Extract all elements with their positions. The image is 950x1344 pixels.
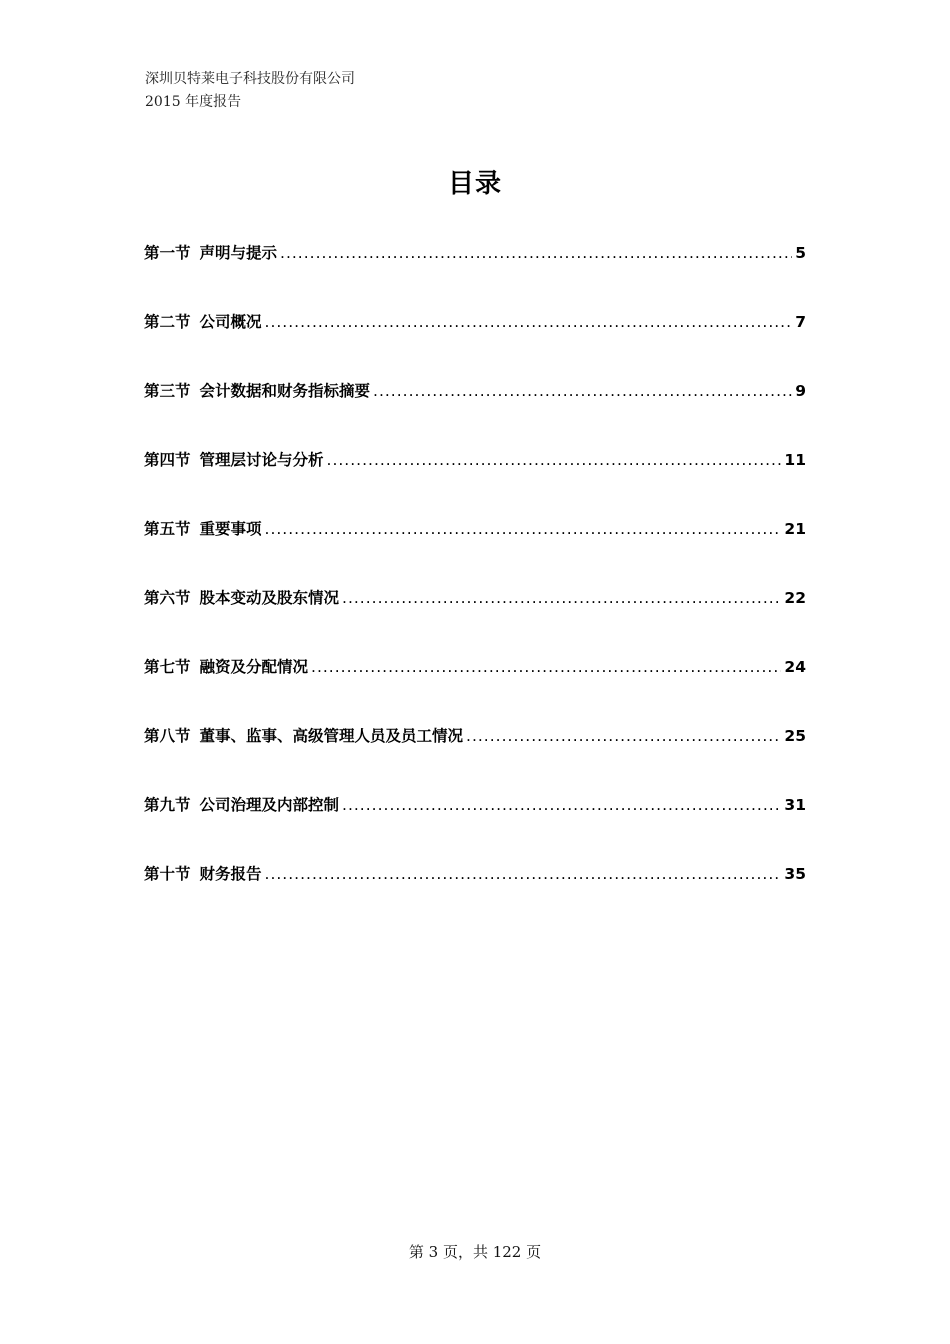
toc-dot-leader [265,861,782,887]
toc-page-number: 35 [784,865,806,883]
toc-section-number: 第五节 [144,520,191,538]
toc-entry[interactable] [144,240,806,309]
toc-dot-leader [373,378,792,404]
toc-entry[interactable] [144,723,806,792]
toc-dot-leader [265,516,782,542]
report-title: 2015 年度报告 [145,94,242,110]
toc-page-number: 21 [784,520,806,538]
toc-dot-leader [466,723,781,749]
toc-section-title: 公司概况 [199,313,262,331]
toc-page-number: 24 [784,658,806,676]
toc-section-number: 第六节 [144,589,191,607]
toc-heading: 目录 [447,169,502,199]
toc-page-number: 11 [784,451,806,469]
toc-section-number: 第四节 [144,451,191,469]
toc-section-title: 股本变动及股东情况 [199,589,340,607]
toc-section-title: 管理层讨论与分析 [199,451,324,469]
toc-dot-leader [342,585,781,611]
toc-entry[interactable] [144,792,806,861]
toc-page-number: 31 [784,796,806,814]
toc-entry[interactable] [144,861,806,930]
toc-section-number: 第十节 [144,865,191,883]
toc-dot-leader [342,792,781,818]
page-footer: 第 3 页，共 122 页 [408,1243,542,1261]
toc-page-number: 25 [784,727,806,745]
toc-section-title: 重要事项 [199,520,262,538]
page-header [145,68,355,114]
toc-page-number: 9 [795,382,806,400]
toc-page-number: 22 [784,589,806,607]
toc-section-title: 融资及分配情况 [199,658,309,676]
toc-section-number: 第九节 [144,796,191,814]
toc-entry[interactable] [144,378,806,447]
toc-section-title: 公司治理及内部控制 [199,796,340,814]
toc-section-title: 财务报告 [199,865,262,883]
toc-section-number: 第三节 [144,382,191,400]
toc-entry[interactable] [144,654,806,723]
toc-dot-leader [280,240,792,266]
toc-entry[interactable] [144,516,806,585]
toc-section-number: 第一节 [144,244,191,262]
toc-page-number: 5 [795,244,806,262]
toc-section-number: 第二节 [144,313,191,331]
toc-section-title: 声明与提示 [199,244,278,262]
toc-section-number: 第七节 [144,658,191,676]
toc-section-title: 董事、监事、高级管理人员及员工情况 [199,727,464,745]
toc-entry[interactable] [144,585,806,654]
company-name: 深圳贝特莱电子科技股份有限公司 [145,71,355,87]
toc-dot-leader [311,654,781,680]
toc-page-number: 7 [795,313,806,331]
toc-section-number: 第八节 [144,727,191,745]
toc-dot-leader [265,309,793,335]
toc-entry[interactable] [144,447,806,516]
table-of-contents [144,240,806,930]
toc-entry[interactable] [144,309,806,378]
toc-section-title: 会计数据和财务指标摘要 [199,382,371,400]
toc-dot-leader [327,447,782,473]
